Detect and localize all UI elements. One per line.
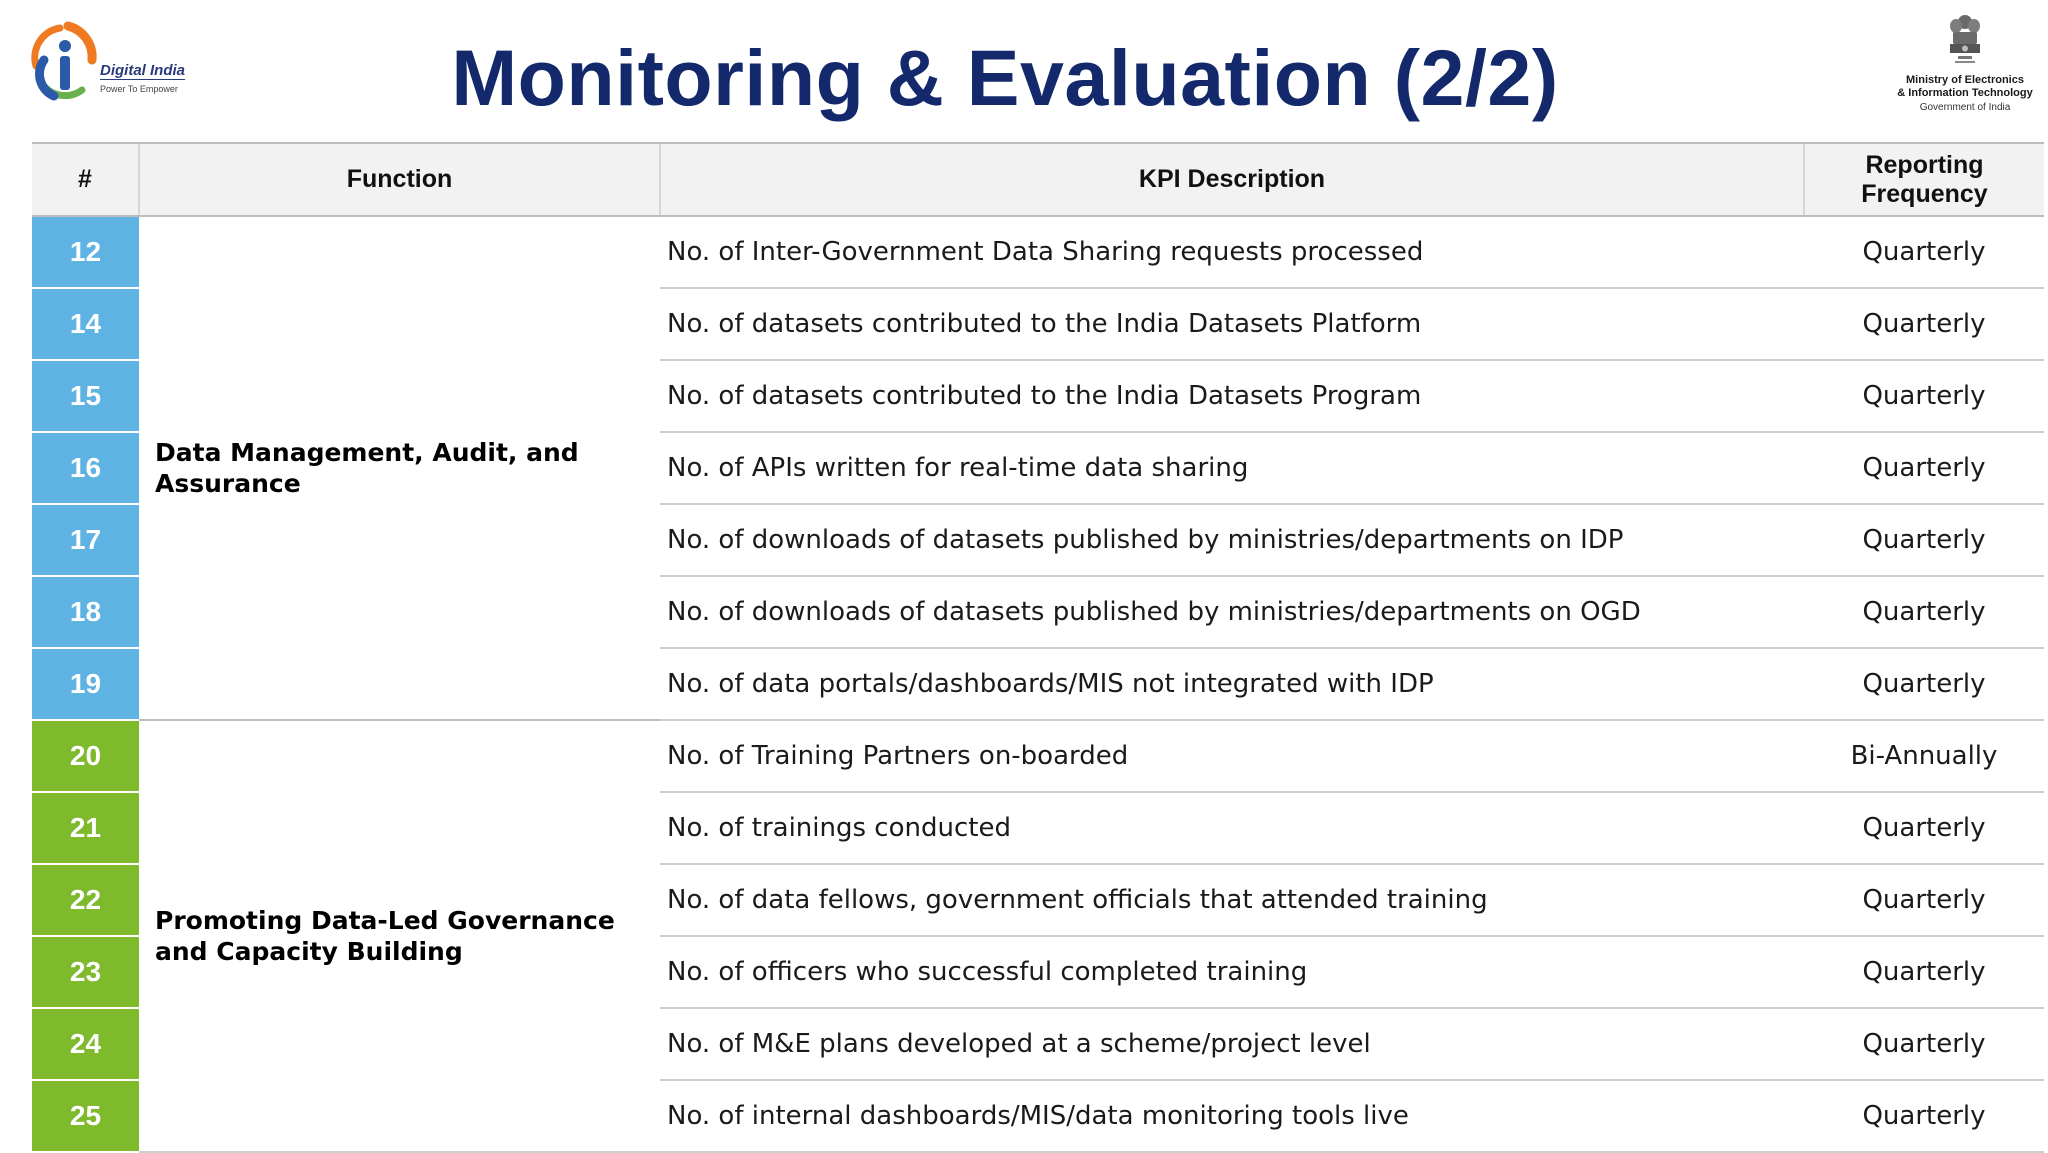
reporting-frequency: Quarterly — [1804, 648, 2044, 720]
kpi-number: 17 — [32, 504, 139, 576]
page-title: Monitoring & Evaluation (2/2) — [451, 33, 1559, 122]
kpi-description: No. of data portals/dashboards/MIS not integrated with IDP — [660, 648, 1804, 720]
kpi-number: 23 — [32, 936, 139, 1008]
meity-logo — [1890, 12, 2040, 122]
kpi-description: No. of data fellows, government officials that attended training — [660, 864, 1804, 936]
kpi-number: 21 — [32, 792, 139, 864]
reporting-frequency: Quarterly — [1804, 288, 2044, 360]
kpi-description: No. of downloads of datasets published by ministries/departments on OGD — [660, 576, 1804, 648]
kpi-table — [32, 142, 2044, 1153]
function-data-management: Data Management, Audit, and Assurance — [139, 216, 660, 720]
kpi-number: 22 — [32, 864, 139, 936]
digital-india-tagline: Power To Empower — [100, 84, 178, 94]
reporting-frequency: Quarterly — [1804, 504, 2044, 576]
reporting-frequency: Quarterly — [1804, 576, 2044, 648]
table-row — [32, 216, 2044, 288]
column-header-function: Function — [139, 143, 660, 216]
reporting-frequency: Quarterly — [1804, 360, 2044, 432]
kpi-number: 14 — [32, 288, 139, 360]
national-emblem-icon — [1945, 12, 1985, 70]
meity-line-2: & Information Technology — [1897, 87, 2033, 99]
kpi-description: No. of trainings conducted — [660, 792, 1804, 864]
function-data-led-governance: Promoting Data-Led Governance and Capacity Building — [139, 720, 660, 1152]
kpi-description: No. of Inter-Government Data Sharing requests processed — [660, 216, 1804, 288]
kpi-number: 20 — [32, 720, 139, 792]
digital-india-brand-text: Digital India — [100, 62, 186, 79]
kpi-description: No. of APIs written for real-time data sharing — [660, 432, 1804, 504]
reporting-frequency: Bi-Annually — [1804, 720, 2044, 792]
column-header-kpi: KPI Description — [660, 143, 1804, 216]
kpi-number: 24 — [32, 1008, 139, 1080]
table-row — [32, 720, 2044, 792]
reporting-frequency: Quarterly — [1804, 864, 2044, 936]
kpi-number: 12 — [32, 216, 139, 288]
kpi-description: No. of M&E plans developed at a scheme/project level — [660, 1008, 1804, 1080]
column-header-number: # — [32, 143, 139, 216]
kpi-description: No. of internal dashboards/MIS/data monitoring tools live — [660, 1080, 1804, 1152]
kpi-description: No. of downloads of datasets published by ministries/departments on IDP — [660, 504, 1804, 576]
kpi-description: No. of officers who successful completed training — [660, 936, 1804, 1008]
column-header-frequency: Reporting Frequency — [1804, 143, 2044, 216]
meity-line-3: Government of India — [1919, 102, 2011, 113]
kpi-number: 18 — [32, 576, 139, 648]
meity-line-1: Ministry of Electronics — [1906, 74, 2024, 86]
reporting-frequency: Quarterly — [1804, 432, 2044, 504]
kpi-description: No. of datasets contributed to the India Datasets Program — [660, 360, 1804, 432]
kpi-description: No. of datasets contributed to the India Datasets Platform — [660, 288, 1804, 360]
reporting-frequency: Quarterly — [1804, 792, 2044, 864]
reporting-frequency: Quarterly — [1804, 1080, 2044, 1152]
kpi-number: 19 — [32, 648, 139, 720]
kpi-description: No. of Training Partners on-boarded — [660, 720, 1804, 792]
reporting-frequency: Quarterly — [1804, 936, 2044, 1008]
kpi-number: 15 — [32, 360, 139, 432]
kpi-number: 25 — [32, 1080, 139, 1152]
table-header-row — [32, 143, 2044, 216]
kpi-number: 16 — [32, 432, 139, 504]
reporting-frequency: Quarterly — [1804, 1008, 2044, 1080]
reporting-frequency: Quarterly — [1804, 216, 2044, 288]
